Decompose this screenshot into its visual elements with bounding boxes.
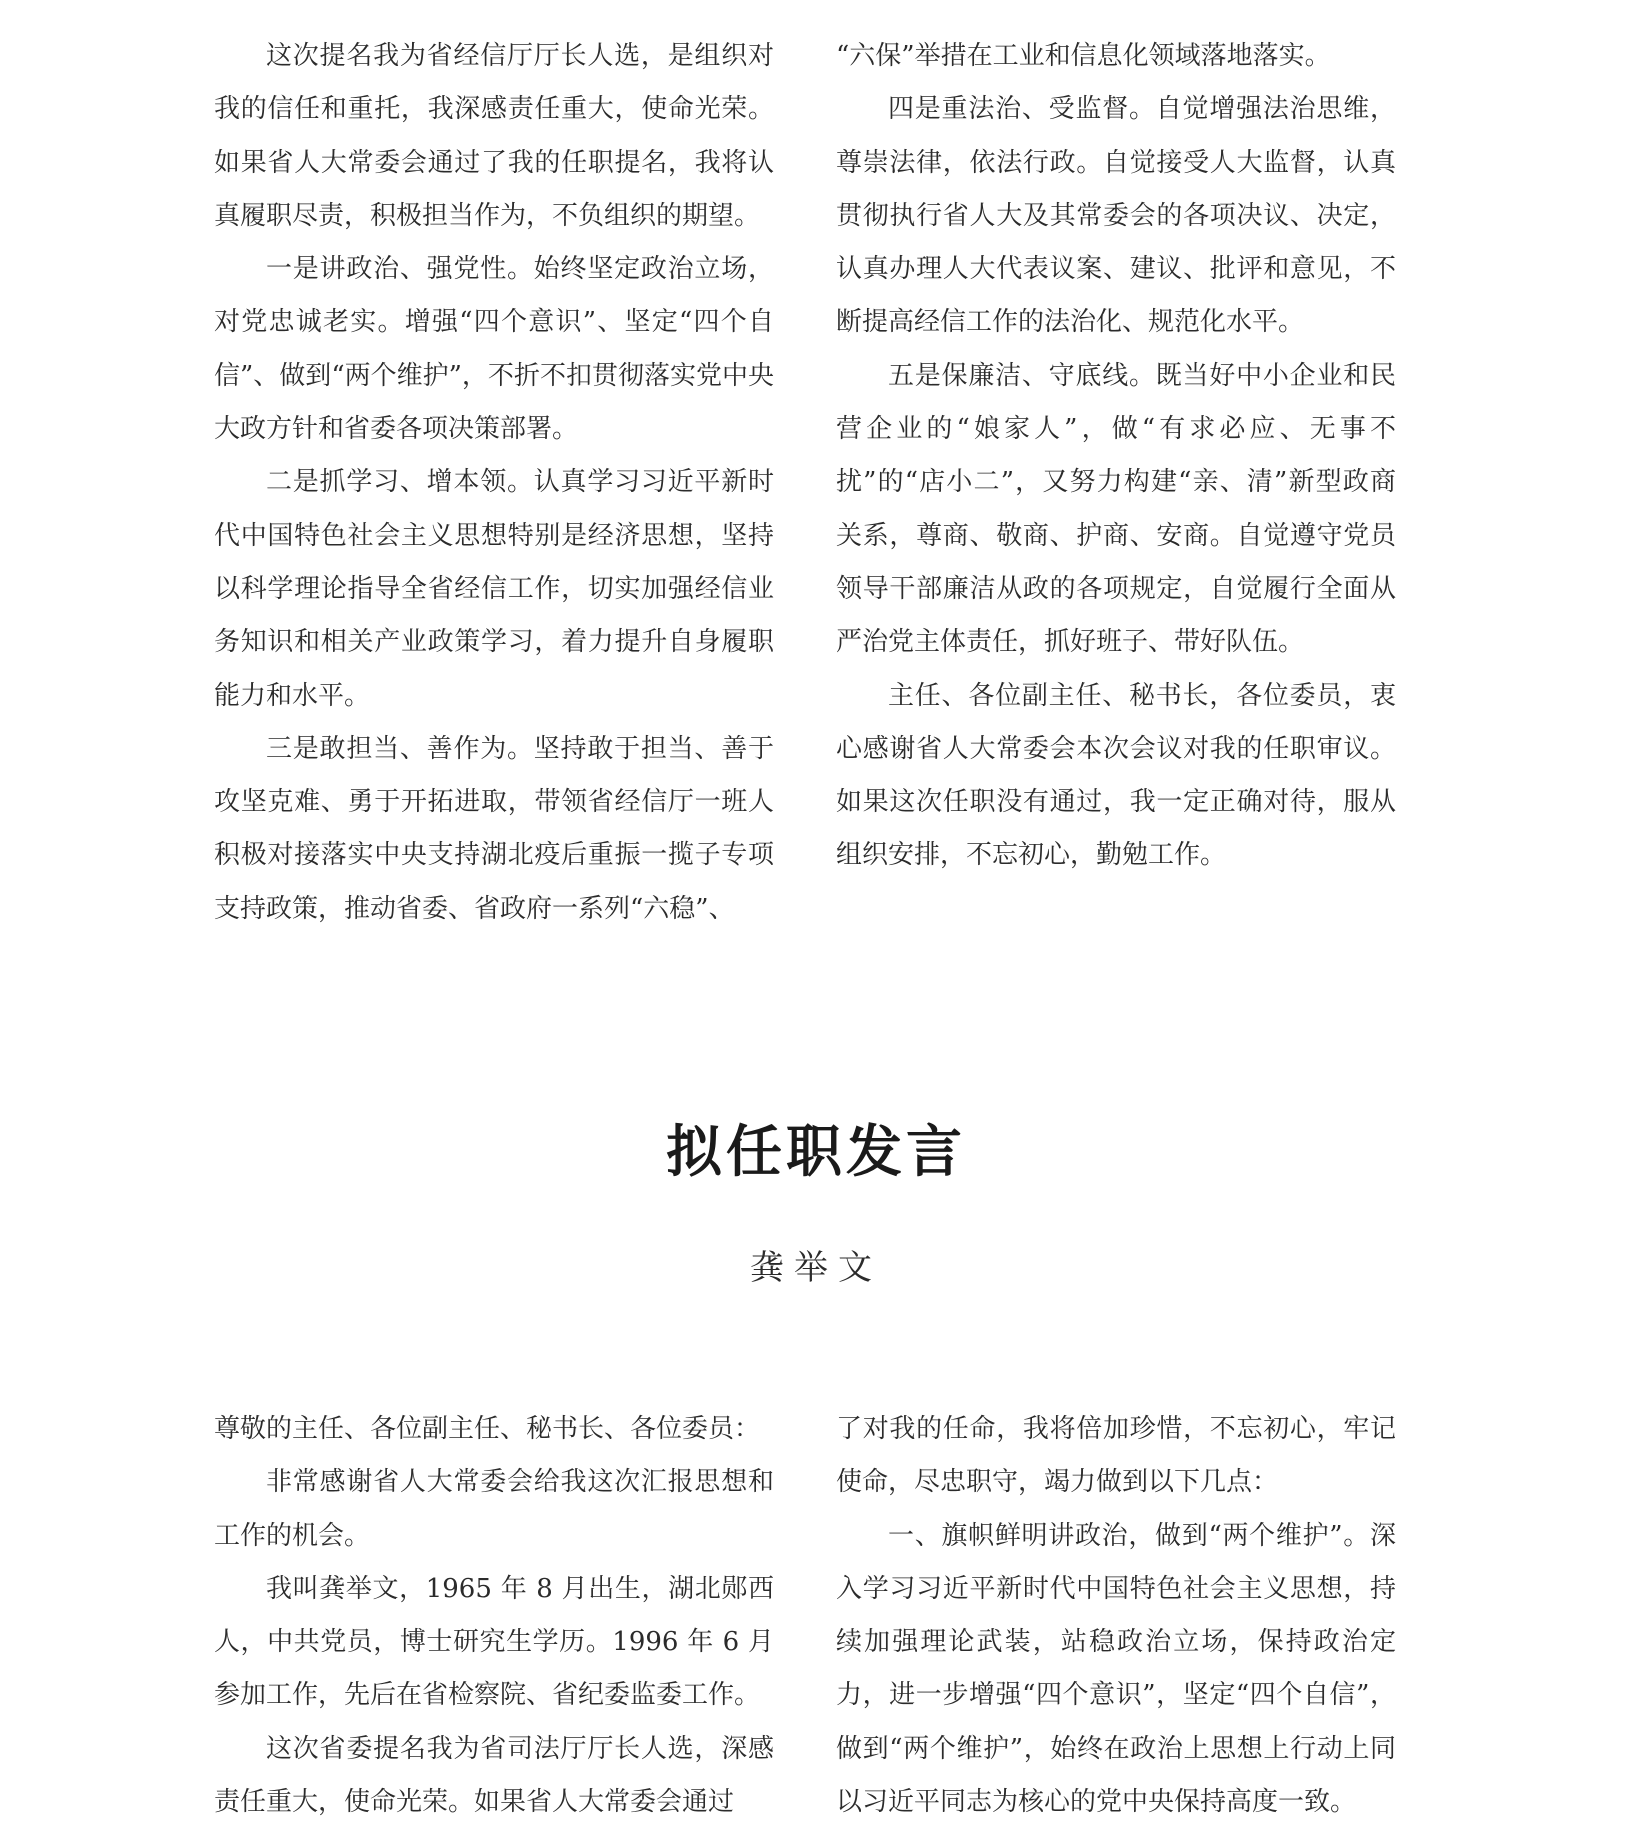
paragraph: 这次省委提名我为省司法厅厅长人选，深感责任重大，使命光荣。如果省人大常委会通过	[214, 1733, 774, 1818]
paragraph-continuation: “六保”举措在工业和信息化领域落地落实。	[836, 41, 1331, 71]
paragraph: 一、旗帜鲜明讲政治，做到“两个维护”。深入学习习近平新时代中国特色社会主义思想，持续加强理论武装，站稳政治立场，保持政治定力，进一步增强“四个意识”，坚定“四个自信”，做到“两个维护”，始终在政治上思想上行动上同以习近平同志为核心的党中央保持高度一致。	[836, 1520, 1396, 1818]
paragraph: 三是敢担当、善作为。坚持敢于担当、善于攻坚克难、勇于开拓进取，带领省经信厅一班人积极对接落实中央支持湖北疫后重振一揽子专项支持政策，推动省委、省政府一系列“六稳”、	[214, 733, 774, 924]
paragraph: 五是保廉洁、守底线。既当好中小企业和民营企业的“娘家人”，做“有求必应、无事不扰”的“店小二”，又努力构建“亲、清”新型政商关系，尊商、敬商、护商、安商。自觉遵守党员领导干部廉洁从政的各项规定，自觉履行全面从严治党主体责任，抓好班子、带好队伍。	[836, 360, 1396, 658]
paragraph: 非常感谢省人大常委会给我这次汇报思想和工作的机会。	[214, 1467, 774, 1551]
previous-speech-right-column	[836, 30, 1396, 883]
paragraph: 这次提名我为省经信厅厅长人选，是组织对我的信任和重托，我深感责任重大，使命光荣。如果省人大常委会通过了我的任职提名，我将认真履职尽责，积极担当作为，不负组织的期望。	[214, 41, 774, 231]
paragraph-continuation: 了对我的任命，我将倍加珍惜，不忘初心，牢记使命，尽忠职守，竭力做到以下几点：	[836, 1414, 1396, 1498]
article-right-column	[836, 1403, 1396, 1829]
article-author: 龚举文	[750, 1248, 882, 1288]
previous-speech-left-column	[214, 30, 774, 936]
paragraph: 我叫龚举文，1965 年 8 月出生，湖北郧西人，中共党员，博士研究生学历。1996 年 6 月参加工作，先后在省检察院、省纪委监委工作。	[214, 1573, 774, 1711]
paragraph: 主任、各位副主任、秘书长，各位委员，衷心感谢省人大常委会本次会议对我的任职审议。如果这次任职没有通过，我一定正确对待，服从组织安排，不忘初心，勤勉工作。	[836, 680, 1396, 871]
article-left-column	[214, 1403, 774, 1829]
paragraph: 四是重法治、受监督。自觉增强法治思维，尊崇法律，依法行政。自觉接受人大监督，认真贯彻执行省人大及其常委会的各项决议、决定，认真办理人大代表议案、建议、批评和意见，不断提高经信工作的法治化、规范化水平。	[836, 94, 1396, 338]
article-title: 拟任职发言	[666, 1119, 966, 1185]
paragraph: 一是讲政治、强党性。始终坚定政治立场，对党忠诚老实。增强“四个意识”、坚定“四个自信”、做到“两个维护”，不折不扣贯彻落实党中央大政方针和省委各项决策部署。	[214, 254, 774, 445]
paragraph: 二是抓学习、增本领。认真学习习近平新时代中国特色社会主义思想特别是经济思想，坚持以科学理论指导全省经信工作，切实加强经信业务知识和相关产业政策学习，着力提升自身履职能力和水平。	[214, 467, 774, 711]
salutation: 尊敬的主任、各位副主任、秘书长、各位委员：	[214, 1414, 761, 1444]
